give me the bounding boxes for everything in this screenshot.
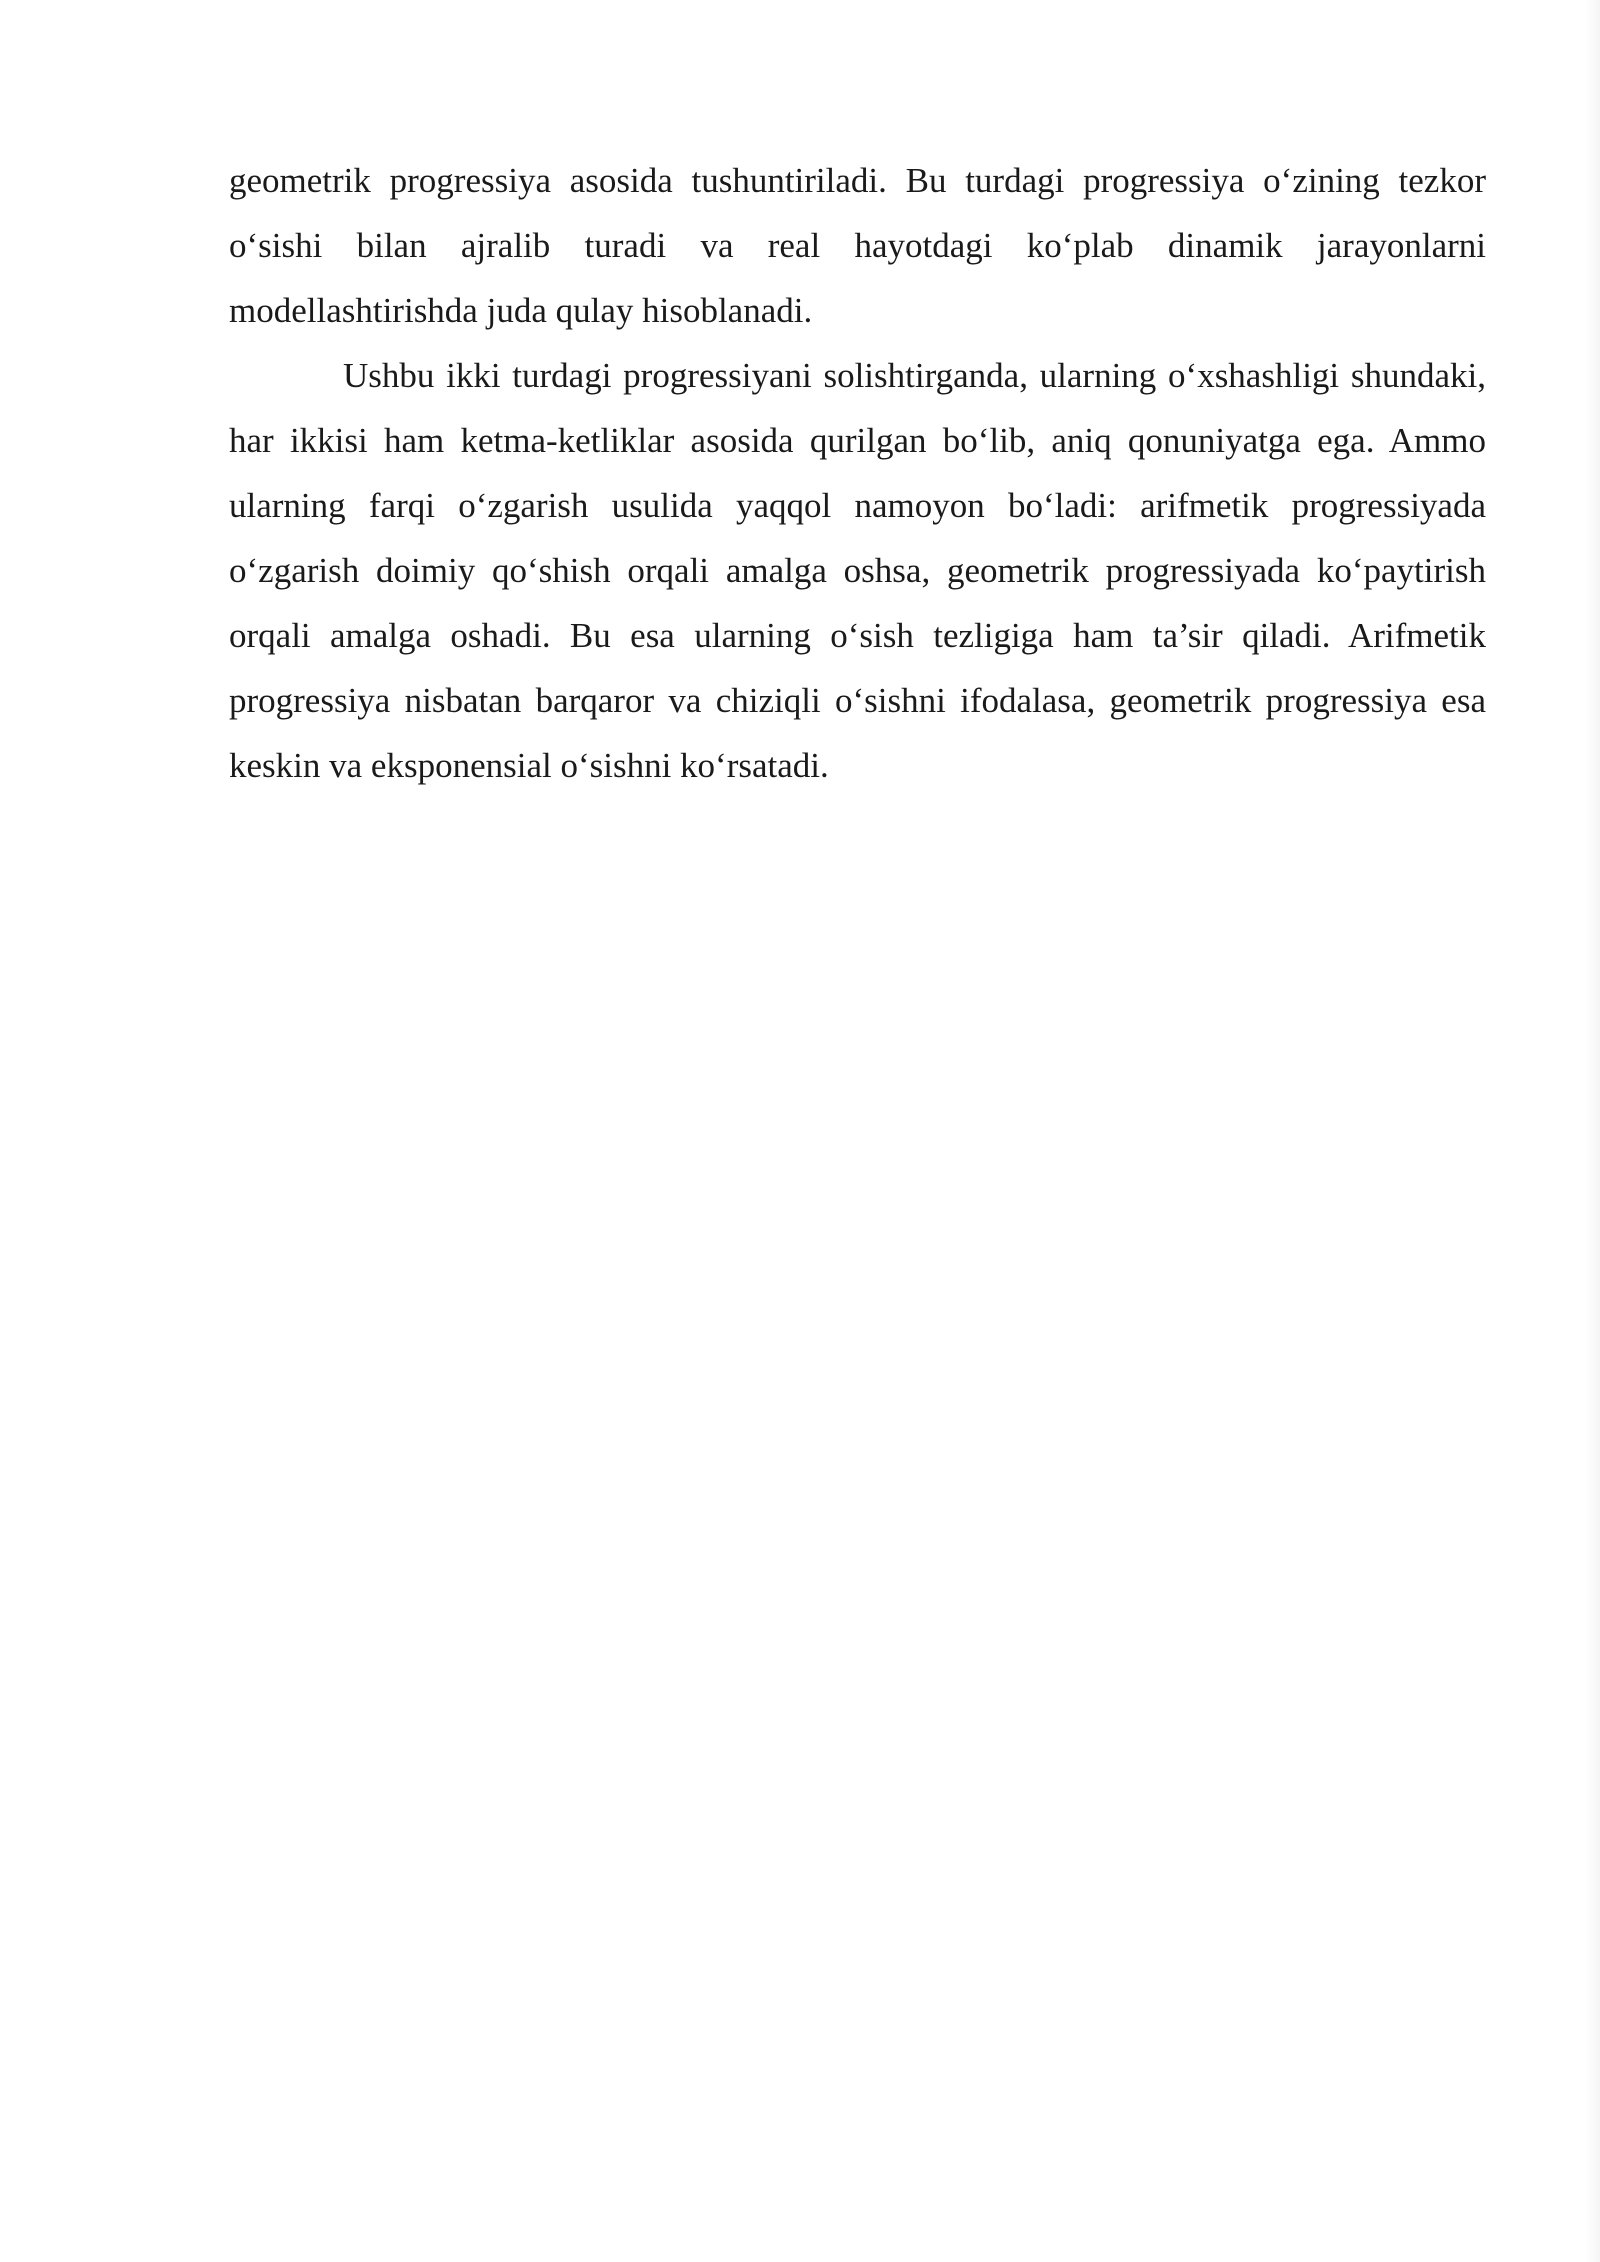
paragraph-1: geometrik progressiya asosida tushuntiriladi. Bu turdagi progressiya o‘zining tezkor o‘sishi bilan ajralib turadi va real hayotdagi ko‘plab dinamik jarayonlarni modellashtirishda juda qulay hisoblanadi.	[229, 161, 1486, 330]
paragraph-2: Ushbu ikki turdagi progressiyani solishtirganda, ularning o‘xshashligi shundaki, har ikkisi ham ketma-ketliklar asosida qurilgan bo‘lib, aniq qonuniyatga ega. Ammo ularning farqi o‘zgarish usulida yaqqol namoyon bo‘ladi: arifmetik progressiyada o‘zgarish doimiy qo‘shish orqali amalga oshsa, geometrik progressiyada ko‘paytirish orqali amalga oshadi. Bu esa ularning o‘sish tezligiga ham ta’sir qiladi. Arifmetik progressiya nisbatan barqaror va chiziqli o‘sishni ifodalasa, geometrik progressiya esa keskin va eksponensial o‘sishni ko‘rsatadi.	[229, 356, 1486, 785]
page-edge-shadow	[1586, 0, 1600, 2262]
document-body	[229, 148, 1486, 798]
